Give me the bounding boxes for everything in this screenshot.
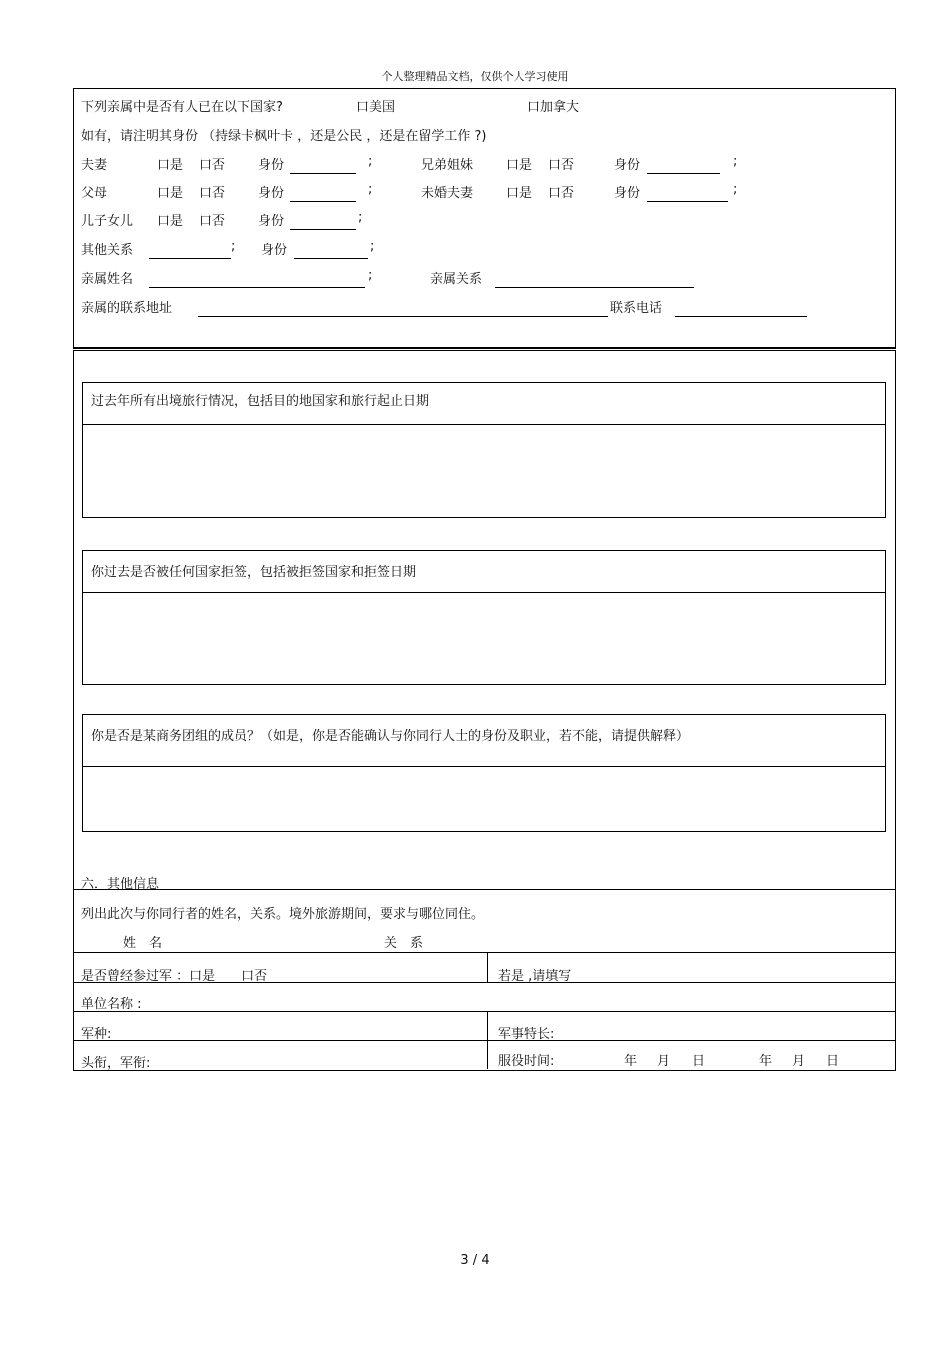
children-identity-field[interactable] bbox=[290, 229, 356, 230]
fiance-no-checkbox[interactable]: 口否 bbox=[548, 186, 575, 201]
branch-label: 军种: bbox=[81, 1027, 112, 1042]
military-if-yes: 若是 ,请填写 bbox=[498, 969, 572, 984]
end-day: 日 bbox=[826, 1054, 840, 1069]
military-question[interactable]: 是否曾经参过军 ：口是 口否 bbox=[81, 969, 268, 984]
semicolon: ; bbox=[358, 210, 363, 225]
siblings-identity-label: 身份 bbox=[614, 158, 641, 173]
table-row-divider bbox=[73, 1040, 896, 1041]
fiance-identity-field[interactable] bbox=[647, 201, 728, 202]
label-children: 儿子女儿 bbox=[81, 214, 134, 229]
checkbox-usa[interactable]: 口美国 bbox=[356, 100, 396, 115]
relative-name-label: 亲属姓名 bbox=[81, 272, 134, 287]
label-other-relation: 其他关系 bbox=[81, 243, 134, 258]
visa-refusal-answer[interactable] bbox=[84, 594, 884, 683]
travel-history-label: 过去年所有出境旅行情况，包括目的地国家和旅行起止日期 bbox=[91, 394, 430, 409]
children-identity-label: 身份 bbox=[258, 214, 285, 229]
end-year: 年 bbox=[759, 1054, 773, 1069]
spouse-yes-checkbox[interactable]: 口是 bbox=[157, 158, 184, 173]
table-column-divider bbox=[487, 1011, 488, 1069]
relatives-note: 如有，请注明其身份 （持绿卡枫叶卡 ，还是公民 ，还是在留学工作 ?) bbox=[81, 129, 487, 144]
relative-address-label: 亲属的联系地址 bbox=[81, 301, 173, 316]
companion-relation-header: 关 系 bbox=[384, 936, 424, 951]
fiance-identity-label: 身份 bbox=[614, 186, 641, 201]
section-divider bbox=[73, 348, 896, 349]
semicolon: ; bbox=[370, 239, 375, 254]
start-year: 年 bbox=[624, 1054, 638, 1069]
page-number: 3 / 4 bbox=[460, 1253, 490, 1268]
semicolon: ; bbox=[231, 239, 236, 254]
business-group-label: 你是否是某商务团组的成员？（如是，你是否能确认与你同行人士的身份及职业，若不能，请提供解释） bbox=[91, 729, 690, 744]
semicolon: ; bbox=[733, 154, 738, 169]
other-identity-field[interactable] bbox=[294, 258, 368, 259]
section-title-other-info: 六．其他信息 bbox=[81, 877, 160, 892]
label-siblings: 兄弟姐妹 bbox=[421, 158, 474, 173]
parents-identity-label: 身份 bbox=[258, 186, 285, 201]
label-parents: 父母 bbox=[81, 186, 108, 201]
children-no-checkbox[interactable]: 口否 bbox=[199, 214, 226, 229]
start-day: 日 bbox=[692, 1054, 706, 1069]
label-fiance: 未婚夫妻 bbox=[421, 186, 474, 201]
fiance-yes-checkbox[interactable]: 口是 bbox=[506, 186, 533, 201]
visa-refusal-label: 你过去是否被任何国家拒签，包括被拒签国家和拒签日期 bbox=[91, 565, 417, 580]
relative-phone-label: 联系电话 bbox=[610, 301, 663, 316]
business-group-answer[interactable] bbox=[84, 768, 884, 830]
title-rank-label: 头衔，军衔: bbox=[81, 1056, 151, 1071]
semicolon: ; bbox=[368, 154, 373, 169]
start-month: 月 bbox=[657, 1054, 671, 1069]
relative-relation-label: 亲属关系 bbox=[430, 272, 483, 287]
relative-address-field[interactable] bbox=[198, 316, 608, 317]
travel-history-answer[interactable] bbox=[84, 426, 884, 516]
spouse-no-checkbox[interactable]: 口否 bbox=[199, 158, 226, 173]
business-group-divider bbox=[82, 766, 886, 767]
siblings-yes-checkbox[interactable]: 口是 bbox=[506, 158, 533, 173]
companion-name-header: 姓 名 bbox=[123, 936, 163, 951]
children-yes-checkbox[interactable]: 口是 bbox=[157, 214, 184, 229]
other-relation-field[interactable] bbox=[149, 258, 231, 259]
table-column-divider bbox=[487, 952, 488, 982]
parents-no-checkbox[interactable]: 口否 bbox=[199, 186, 226, 201]
spouse-identity-field[interactable] bbox=[290, 173, 356, 174]
table-row-divider bbox=[73, 952, 896, 953]
parents-identity-field[interactable] bbox=[290, 201, 356, 202]
siblings-identity-field[interactable] bbox=[647, 173, 720, 174]
spouse-identity-label: 身份 bbox=[258, 158, 285, 173]
relative-name-field[interactable] bbox=[149, 287, 365, 288]
checkbox-canada[interactable]: 口加拿大 bbox=[527, 100, 580, 115]
unit-name-label: 单位名称 : bbox=[81, 997, 142, 1012]
table-row-divider bbox=[73, 1011, 896, 1012]
semicolon: ; bbox=[733, 182, 738, 197]
companions-note: 列出此次与你同行者的姓名，关系。境外旅游期间，要求与哪位同住。 bbox=[81, 907, 485, 922]
specialty-label: 军事特长: bbox=[498, 1027, 555, 1042]
service-time-label: 服役时间: bbox=[498, 1054, 555, 1069]
siblings-no-checkbox[interactable]: 口否 bbox=[548, 158, 575, 173]
label-spouse: 夫妻 bbox=[81, 158, 108, 173]
end-month: 月 bbox=[792, 1054, 806, 1069]
semicolon: ; bbox=[368, 182, 373, 197]
page-header: 个人整理精品文档，仅供个人学习使用 bbox=[381, 70, 569, 83]
visa-refusal-divider bbox=[82, 592, 886, 593]
relative-relation-field[interactable] bbox=[495, 287, 694, 288]
parents-yes-checkbox[interactable]: 口是 bbox=[157, 186, 184, 201]
other-identity-label: 身份 bbox=[261, 243, 288, 258]
travel-history-divider bbox=[82, 424, 886, 425]
relative-phone-field[interactable] bbox=[675, 316, 807, 317]
semicolon: ; bbox=[368, 268, 373, 283]
relatives-question: 下列亲属中是否有人已在以下国家? bbox=[81, 100, 283, 115]
